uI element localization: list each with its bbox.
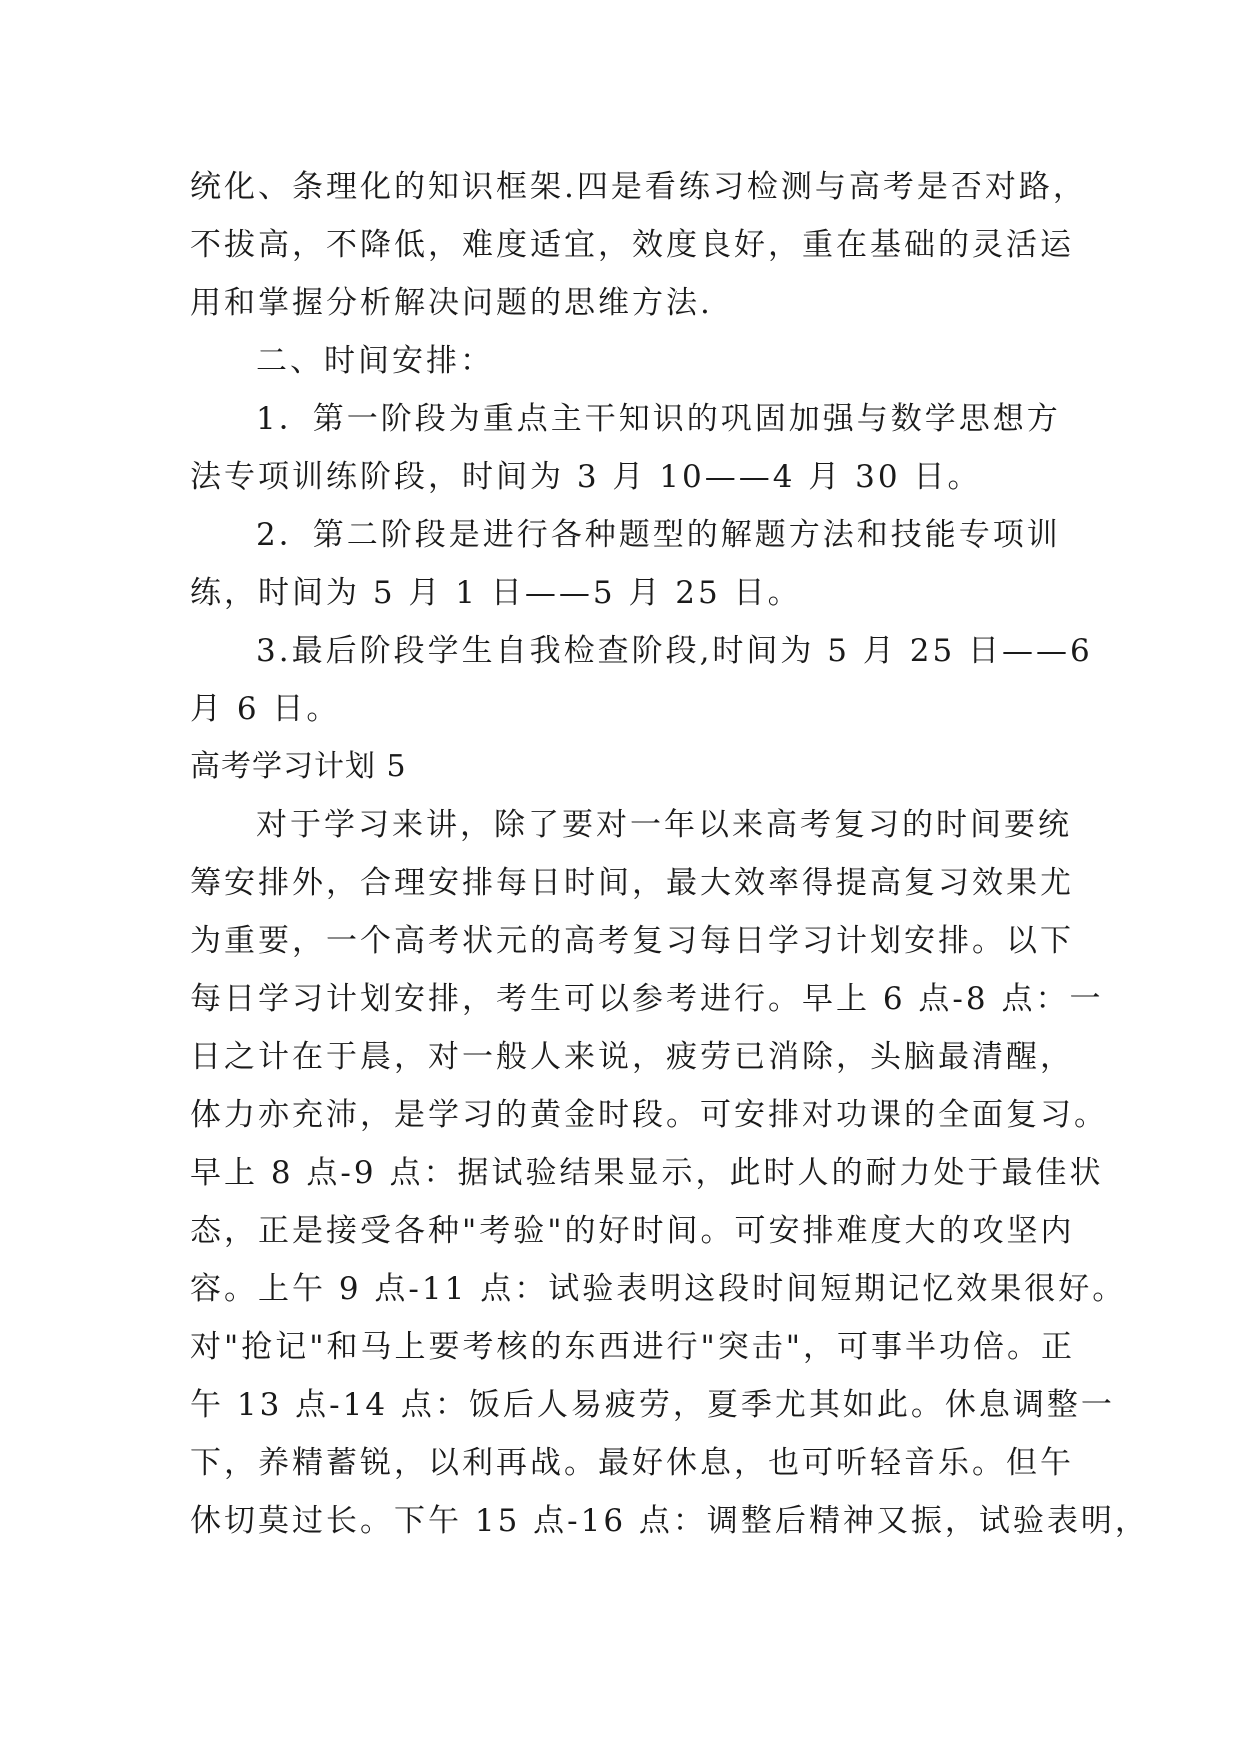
text-line: 早上 8 点-9 点：据试验结果显示，此时人的耐力处于最佳状 (190, 1155, 1104, 1191)
text-line: 态，正是接受各种"考验"的好时间。可安排难度大的攻坚内 (190, 1213, 1075, 1249)
section-heading: 高考学习计划 5 (190, 749, 407, 784)
text-line: 2．第二阶段是进行各种题型的解题方法和技能专项训 (256, 517, 1061, 553)
text-line: 对"抢记"和马上要考核的东西进行"突击"，可事半功倍。正 (190, 1329, 1076, 1365)
text-line: 不拔高，不降低，难度适宜，效度良好，重在基础的灵活运 (190, 227, 1074, 263)
text-line: 1．第一阶段为重点主干知识的巩固加强与数学思想方 (256, 401, 1061, 437)
text-line: 下，养精蓄锐，以利再战。最好休息，也可听轻音乐。但午 (190, 1445, 1074, 1481)
text-line: 午 13 点-14 点：饭后人易疲劳，夏季尤其如此。休息调整一 (190, 1387, 1115, 1423)
text-line: 法专项训练阶段，时间为 3 月 10——4 月 30 日。 (190, 459, 982, 495)
text-line: 休切莫过长。下午 15 点-16 点：调整后精神又振，试验表明， (190, 1503, 1149, 1539)
text-line: 3.最后阶段学生自我检查阶段,时间为 5 月 25 日——6 (256, 633, 1093, 669)
text-line: 二、时间安排： (256, 343, 494, 379)
text-line: 为重要，一个高考状元的高考复习每日学习计划安排。以下 (190, 923, 1074, 959)
text-line: 日之计在于晨，对一般人来说，疲劳已消除，头脑最清醒， (190, 1039, 1074, 1075)
text-line: 筹安排外，合理安排每日时间，最大效率得提高复习效果尤 (190, 865, 1074, 901)
text-line: 月 6 日。 (190, 691, 341, 727)
text-line: 容。上午 9 点-11 点：试验表明这段时间短期记忆效果很好。 (190, 1271, 1127, 1307)
text-line: 每日学习计划安排，考生可以参考进行。早上 6 点-8 点：一 (190, 981, 1104, 1017)
document-body (190, 158, 1149, 1550)
text-line: 统化、条理化的知识框架.四是看练习检测与高考是否对路， (190, 169, 1087, 205)
text-line: 对于学习来讲，除了要对一年以来高考复习的时间要统 (256, 807, 1072, 843)
text-line: 练，时间为 5 月 1 日——5 月 25 日。 (190, 575, 802, 611)
text-line: 体力亦充沛，是学习的黄金时段。可安排对功课的全面复习。 (190, 1097, 1108, 1133)
text-line: 用和掌握分析解决问题的思维方法. (190, 285, 713, 321)
